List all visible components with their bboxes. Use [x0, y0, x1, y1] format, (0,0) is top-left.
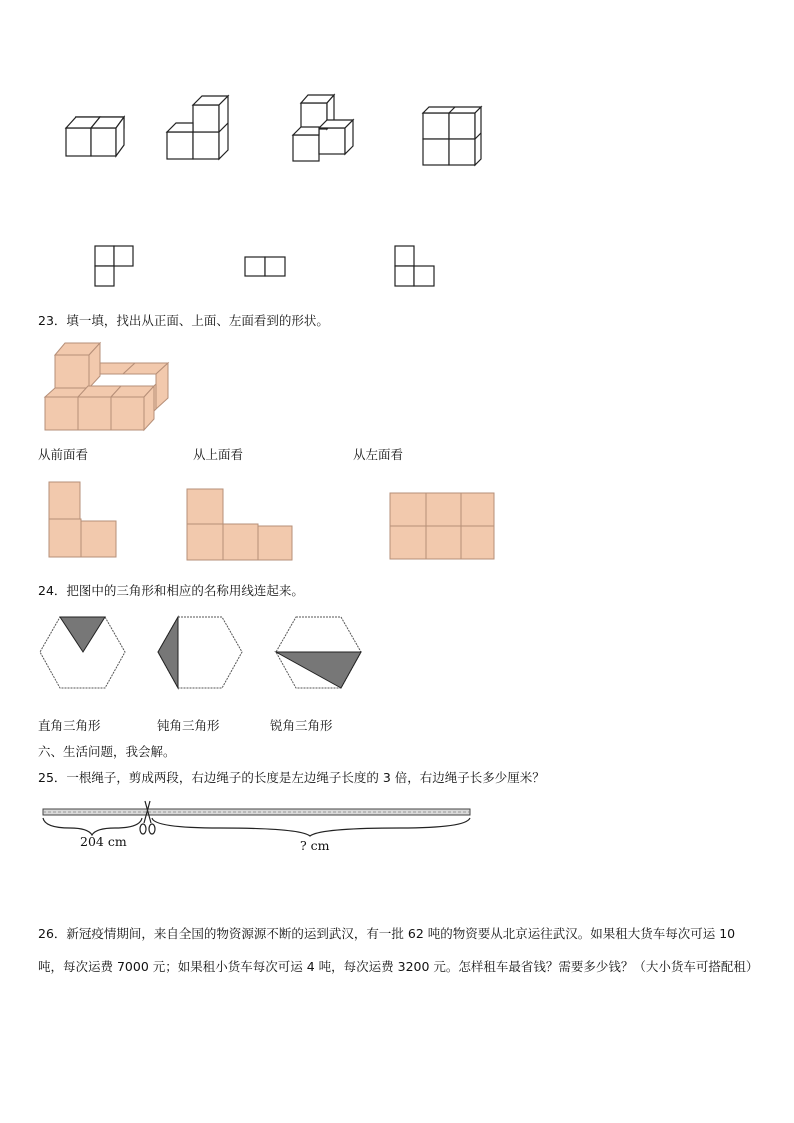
q23-label-front: 从前面看: [38, 447, 89, 462]
q23-label-top: 从上面看: [193, 447, 244, 462]
q24-prompt: 24．把图中的三角形和相应的名称用线连起来。: [38, 583, 304, 598]
q24-label-obtuse-triangle: 钝角三角形: [157, 718, 220, 733]
q26-text: 26．新冠疫情期间，来自全国的物资源源不断的运到武汉，有一批 62 吨的物资要从北京运往武汉。如果租大货车每次可运 10 吨，每次运费 7000 元；如果租小货车每次可运 4 吨，每次运费 3200 元。怎样租车最省钱？需要多少钱？（大小货车可搭配租）: [38, 926, 759, 974]
q24-label-acute-triangle: 锐角三角形: [270, 718, 333, 733]
q25-right-length: ? cm: [300, 838, 330, 853]
q23-label-left: 从左面看: [353, 447, 404, 462]
scissors-icon: [140, 801, 155, 834]
q23-prompt: 23．填一填，找出从正面、上面、左面看到的形状。: [38, 313, 329, 328]
q24-label-right-triangle: 直角三角形: [38, 718, 101, 733]
section-heading: 六、生活问题，我会解。: [38, 744, 176, 759]
q25-prompt: 25．一根绳子，剪成两段，右边绳子的长度是左边绳子长度的 3 倍，右边绳子长多少厘米？: [38, 770, 545, 785]
q25-left-length: 204 cm: [80, 834, 127, 849]
